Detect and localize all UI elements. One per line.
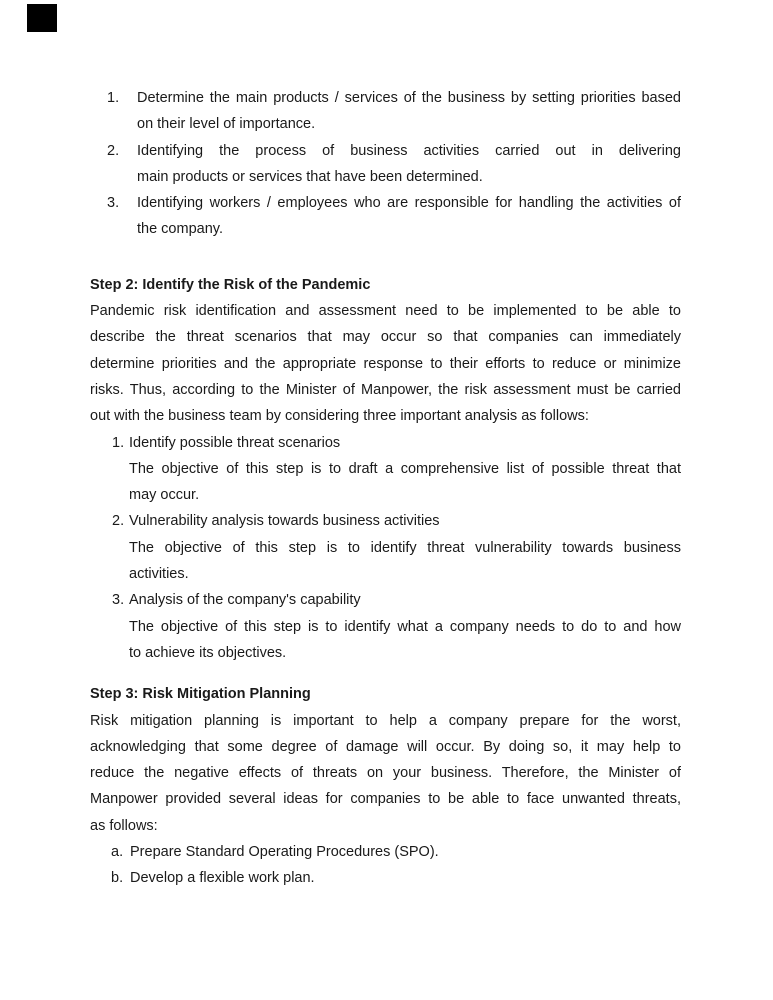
list-marker: 3. [107,195,120,212]
list-item-title: Vulnerability analysis towards business activities [129,513,440,530]
text-line: determine priorities and the appropriate response to their efforts to reduce or minimize [90,355,681,372]
text-line: on their level of importance. [137,116,316,133]
list-marker: a. [111,844,124,861]
list-marker: 1. [112,434,125,451]
list-item-text: Develop a flexible work plan. [130,870,315,887]
step2-heading: Step 2: Identify the Risk of the Pandemic [90,276,371,293]
text-line: The objective of this step is to draft a comprehensive list of possible threat that [129,460,681,477]
list-item [90,587,681,666]
text-line: describe the threat scenarios that may occur so that companies can immediately [90,329,681,346]
text-line: activities. [129,566,189,583]
list-marker: 2. [112,513,125,530]
text-line: Identifying workers / employees who are responsible for handling the activities of [137,195,681,212]
text-line: The objective of this step is to identify what a company needs to do to and how [129,618,681,635]
text-line: Manpower provided several ideas for companies to be able to face unwanted threats, [90,791,681,808]
step2-paragraph [90,298,681,429]
list-item-text: Prepare Standard Operating Procedures (SPO). [130,844,439,861]
text-line: Determine the main products / services of the business by setting priorities based [137,90,681,106]
text-line: acknowledging that some degree of damage will occur. By doing so, it may help to [90,738,681,755]
text-line: to achieve its objectives. [129,644,287,661]
list-marker: 2. [107,142,120,159]
document-content [90,85,681,892]
numbered-list-risk-analysis [90,430,681,667]
text-line: reduce the negative effects of threats on your business. Therefore, the Minister of [90,765,681,782]
list-item [90,865,681,891]
list-item-title: Analysis of the company's capability [129,592,361,609]
text-line: Identifying the process of business activities carried out in delivering [137,142,681,159]
list-marker: b. [111,870,124,887]
list-item [90,839,681,865]
list-item [90,190,681,243]
step3-heading: Step 3: Risk Mitigation Planning [90,686,311,703]
text-line: The objective of this step is to identify threat vulnerability towards business [129,539,681,556]
numbered-list-business-continuity-steps [90,85,681,243]
text-line: the company. [137,221,223,238]
list-marker: 3. [112,592,125,609]
text-line: may occur. [129,487,200,504]
list-item [90,508,681,587]
text-line: out with the business team by considering three important analysis as follows: [90,408,589,425]
text-line: Risk mitigation planning is important to help a company prepare for the worst, [90,712,681,729]
text-line: Pandemic risk identification and assessment need to be implemented to be able to [90,303,681,320]
lettered-list-mitigation-ideas [90,839,681,892]
list-item [90,430,681,509]
step3-paragraph [90,708,681,839]
list-item-title: Identify possible threat scenarios [129,434,341,451]
list-marker: 1. [107,90,120,106]
text-line: as follows: [90,817,158,834]
text-line: main products or services that have been determined. [137,168,483,185]
text-line: risks. Thus, according to the Minister of Manpower, the risk assessment must be carried [90,381,681,398]
list-item [90,138,681,191]
list-item [90,85,681,138]
corner-artifact [27,4,57,32]
